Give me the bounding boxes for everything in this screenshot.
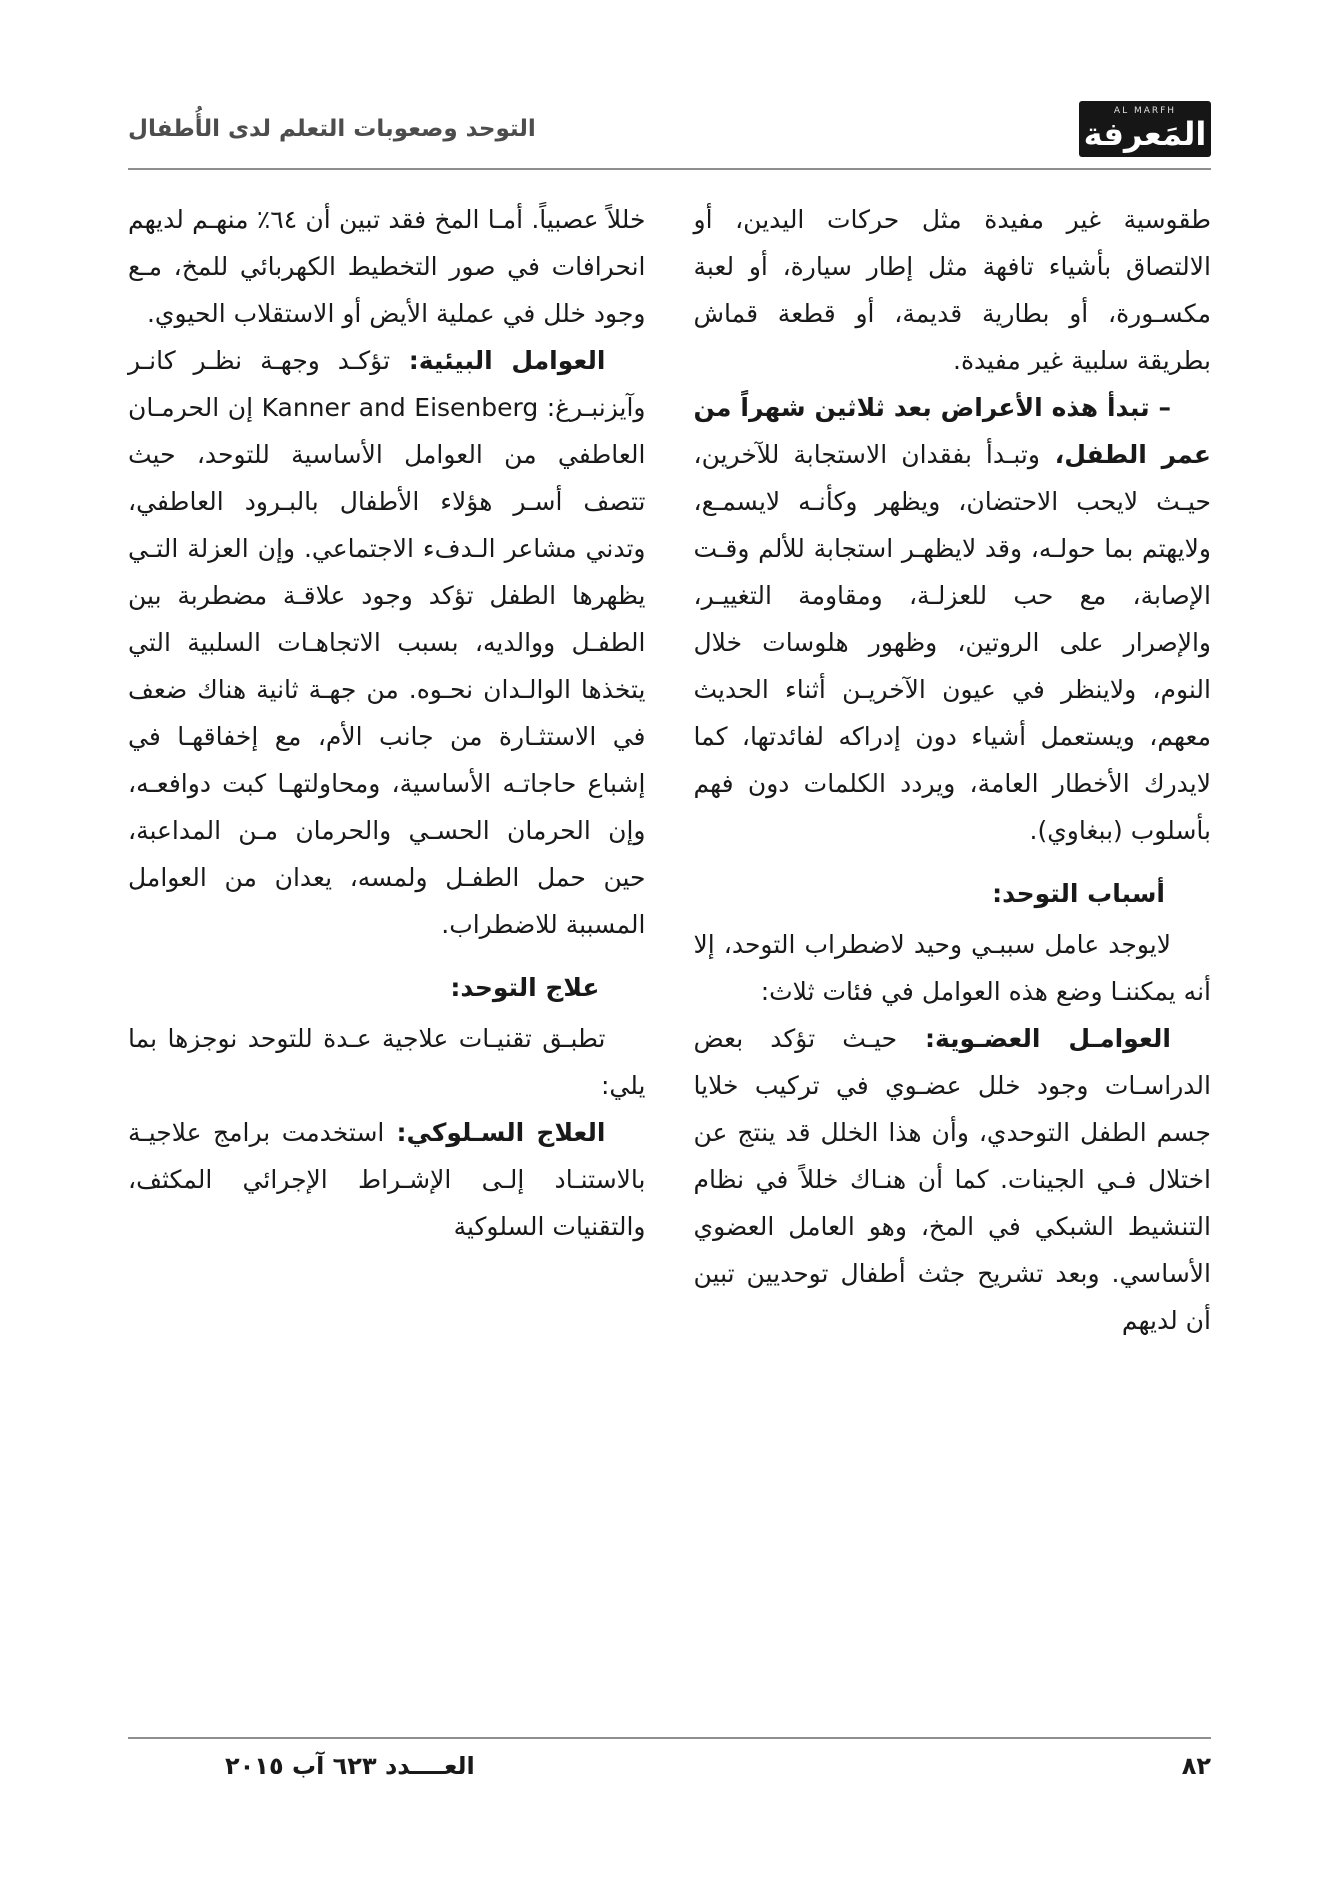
paragraph-text: استخدمت برامج علاجيـة بالاستنـاد إلـى الإشـراط الإجرائي المكثف، والتقنيات السلوكية [128, 1118, 646, 1241]
paragraph [694, 1015, 1212, 1344]
paragraph-lead: – تبدأ هذه الأعراض بعد ثلاثين شهراً من عمر الطفل، [693, 393, 1211, 469]
footer-divider [128, 1737, 1211, 1739]
issue-info: العــــدد ٦٢٣ آب ٢٠١٥ [225, 1752, 475, 1780]
paragraph: تطبـق تقنيـات علاجية عـدة للتوحد نوجزها بما يلي: [128, 1024, 646, 1100]
column-left [128, 196, 646, 1344]
paragraph-lead: العلاج السـلوكي: [384, 1118, 606, 1147]
magazine-logo [1079, 101, 1211, 157]
paragraph [694, 384, 1212, 854]
article-body [128, 196, 1211, 1344]
page-header [128, 96, 1211, 162]
paragraph-text: حيـث تؤكد بعض الدراسـات وجود خلل عضـوي في تركيب خلايا جسم الطفل التوحدي، وأن هذا الخلل قد ينتج عن اختلال فـي الجينات. كما أن هنـاك خللاً في نظام التنشيط الشبكي في المخ، وهو العامل العضوي الأساسي. وبعد تشريح جثث أطفال توحديين تبين أن لديهم [693, 1024, 1211, 1335]
section-heading: أسباب التوحد: [992, 879, 1165, 908]
header-divider [128, 168, 1211, 170]
page-number: ٨٢ [1181, 1752, 1211, 1780]
logo-title: المَعرفة [1083, 115, 1207, 153]
paragraph-lead: العوامل البيئية: [390, 346, 606, 375]
column-right [694, 196, 1212, 1344]
paragraph: طقوسية غير مفيدة مثل حركات اليدين، أو الالتصاق بأشياء تافهة مثل إطار سيارة، أو لعبة مكسـورة، أو بطارية قديمة، أو قطعة قماش بطريقة سلبية غير مفيدة. [693, 205, 1211, 375]
paragraph-text: تؤكـد وجهـة نظـر كانـر وآيزنبـرغ: Kanner and Eisenberg إن الحرمـان العاطفي من العوامل الأساسية للتوحد، حيث تتصف أسـر هؤلاء الأطفال بالبـرود العاطفي، وتدني مشاعر الـدفء الاجتماعي. وإن العزلة التـي يظهرها الطفل تؤكد وجود علاقـة مضطربة بين الطفـل ووالديه، بسبب الاتجاهـات السلبية التي يتخذها الوالـدان نحـوه. من جهـة ثانية هناك ضعف في الاستثـارة من جانب الأم، مع إخفاقهـا في إشباع حاجاتـه الأساسية، ومحاولتهـا كبت دوافعـه، وإن الحرمان الحسـي والحرمان مـن المداعبة، حين حمل الطفـل ولمسه، يعدان من العوامل المسببة للاضطراب. [128, 346, 646, 939]
paragraph [128, 1109, 646, 1250]
article-running-title: التوحد وصعوبات التعلم لدى الأُطفال [128, 116, 536, 142]
paragraph [128, 337, 646, 948]
paragraph-text: وتبـدأ بفقدان الاستجابة للآخرين، حيـث لايحب الاحتضان، ويظهر وكأنـه لايسمـع، ولايهتم بما حولـه، وقد لايظهـر استجابة للألم وقـت الإصابة، مع حب للعزلـة، ومقاومة التغييـر، والإصرار على الروتين، وظهور هلوسات خلال النوم، ولاينظر في عيون الآخريـن أثناء الحديث معهم، ويستعمل أشياء دون إدراكه لفائدتها، كما لايدرك الأخطار العامة، ويردد الكلمات دون فهم بأسلوب (ببغاوي). [693, 440, 1211, 845]
paragraph-lead: العوامـل العضـوية: [897, 1024, 1171, 1053]
paragraph: لايوجد عامل سببـي وحيد لاضطراب التوحد، إلا أنه يمكننـا وضع هذه العوامل في فئات ثلاث: [693, 930, 1211, 1006]
logo-subtitle: AL MARFH [1113, 106, 1177, 116]
paragraph: خللاً عصبياً. أمـا المخ فقد تبين أن ٦٤٪ منهـم لديهم انحرافات في صور التخطيط الكهربائي للمخ، مـع وجود خلل في عملية الأيض أو الاستقلاب الحيوي. [128, 205, 646, 328]
section-heading: علاج التوحد: [450, 973, 600, 1002]
